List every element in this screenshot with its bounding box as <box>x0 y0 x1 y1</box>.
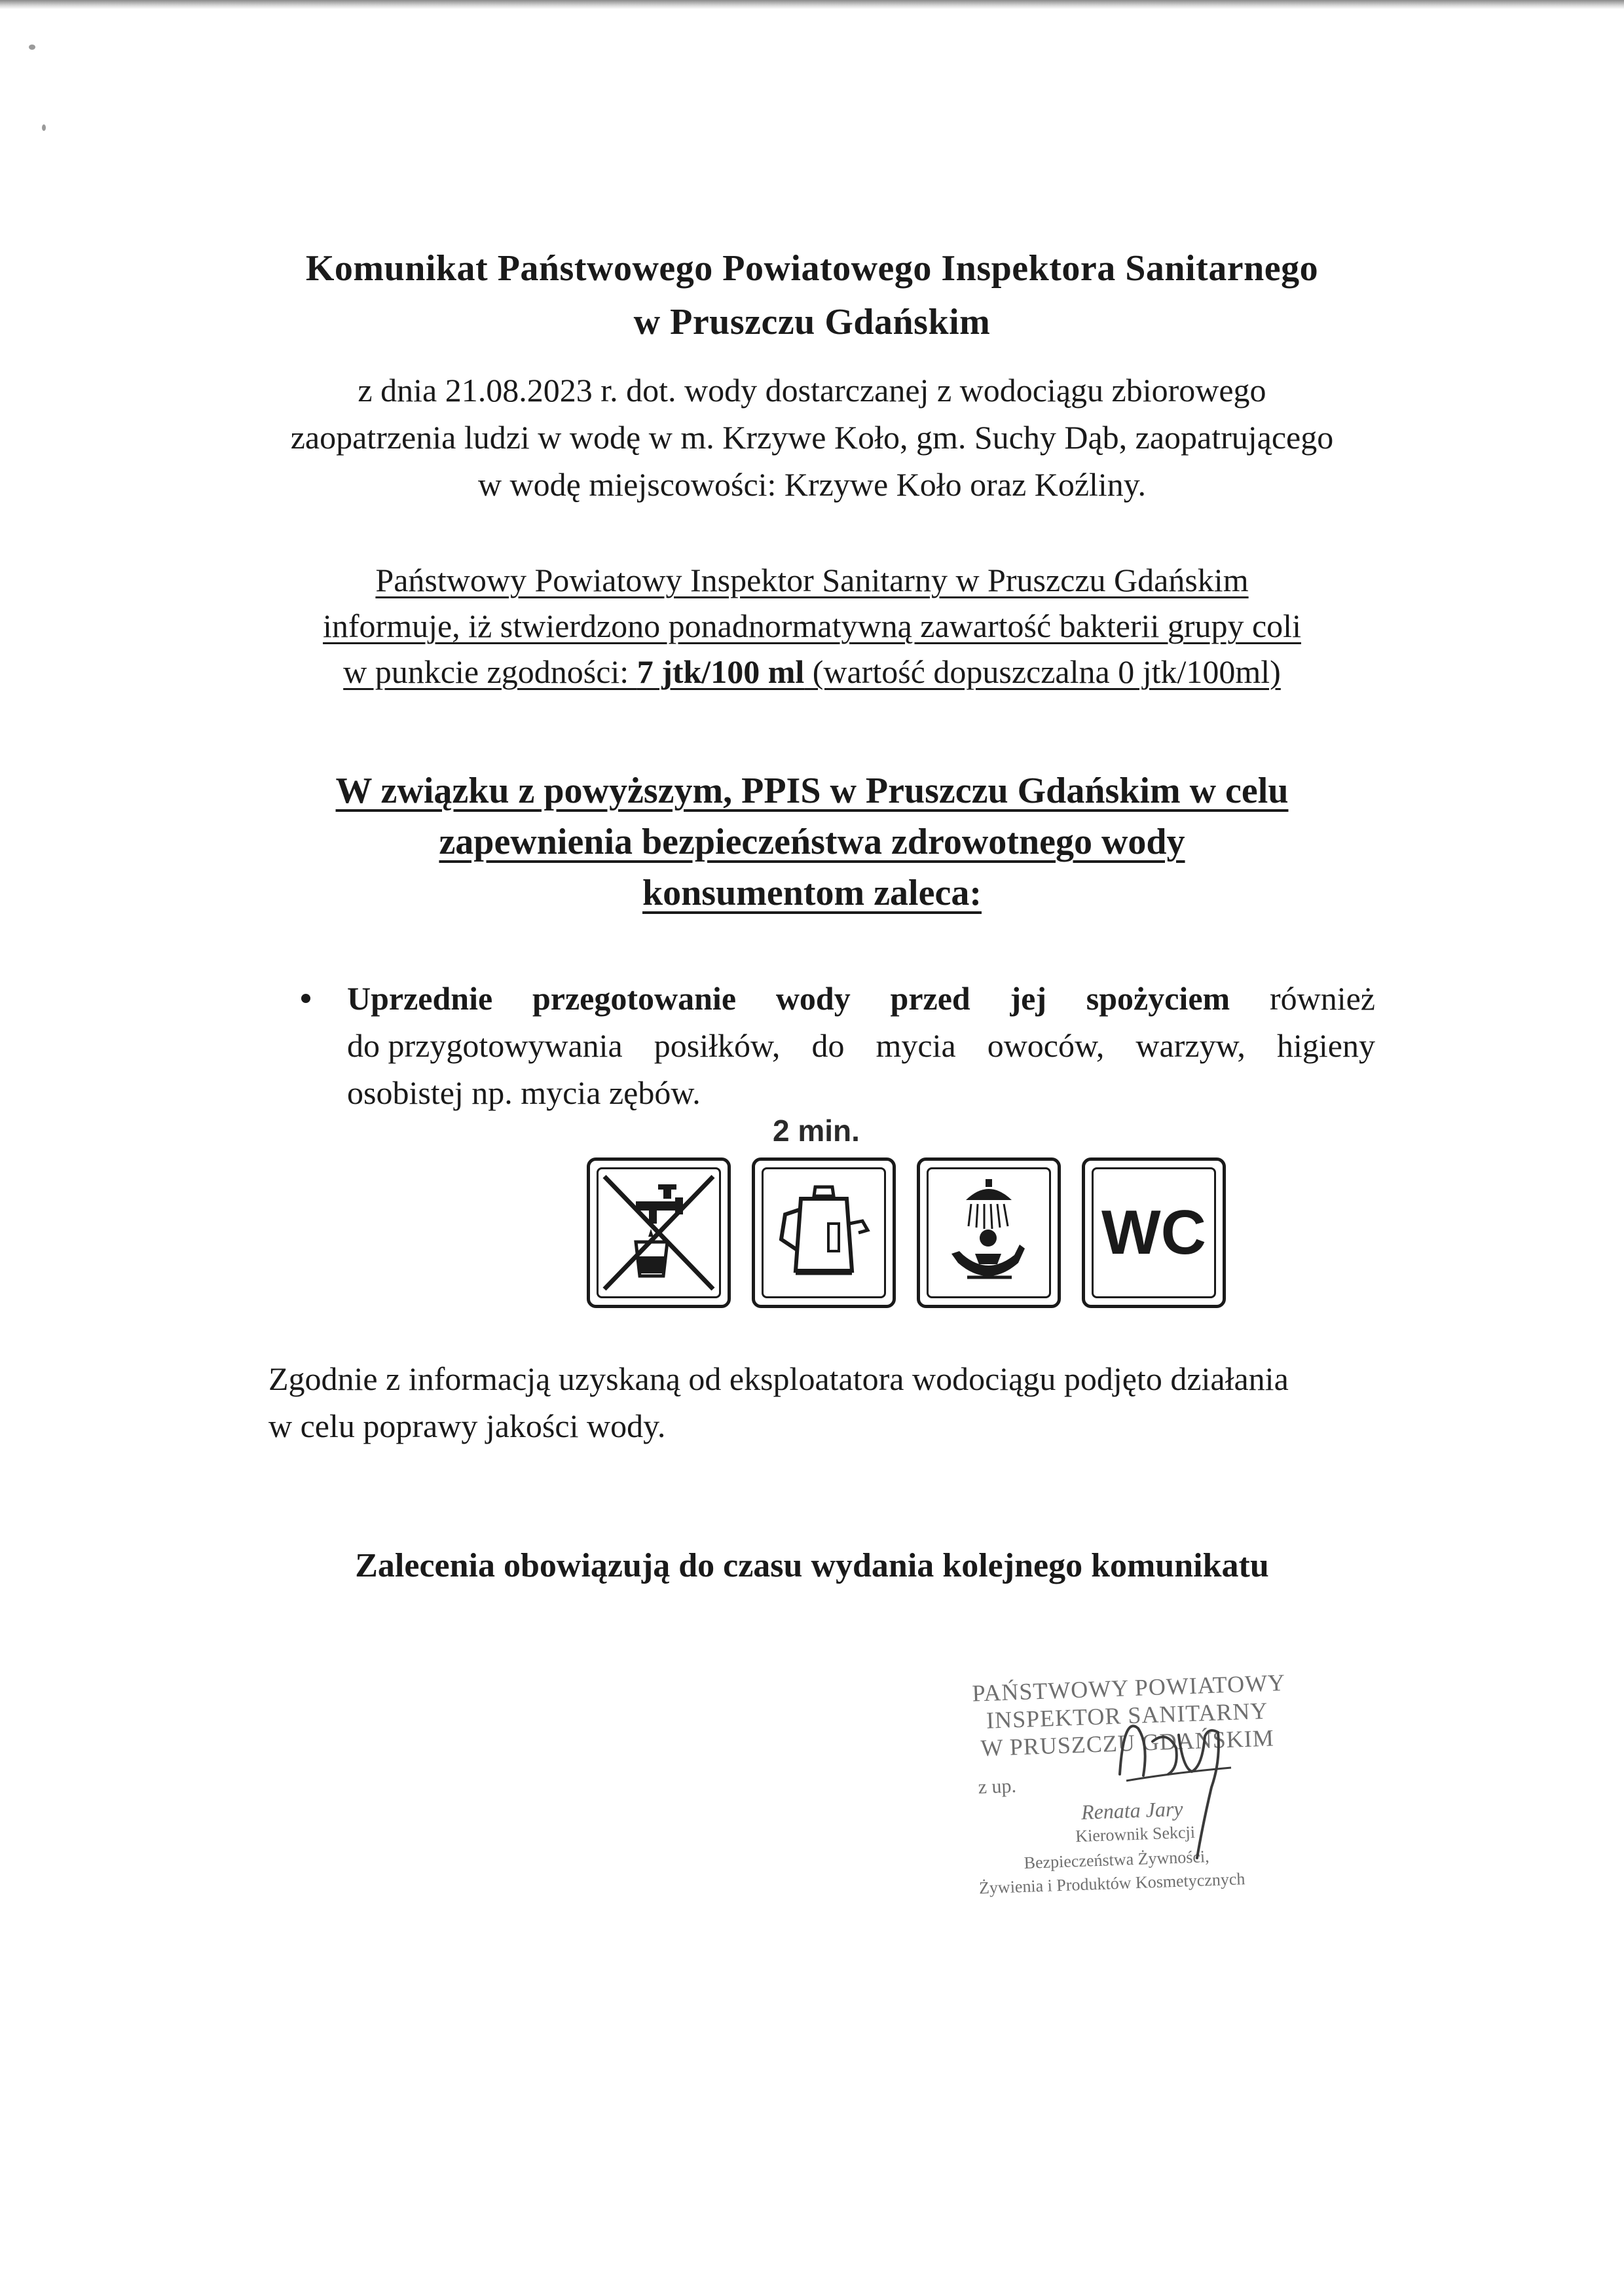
bullet-word: przegotowanie <box>532 980 737 1017</box>
bullet-word: Uprzednie <box>347 980 493 1017</box>
intro-line: w wodę miejscowości: Krzywe Koło oraz Koźliny. <box>477 466 1147 503</box>
bullet-word: owoców, <box>987 1027 1105 1064</box>
bullet-word: higieny <box>1276 1027 1375 1064</box>
info-text: informuje, iż stwierdzono ponadnormatywną zawartość bakterii grupy coli <box>323 608 1301 644</box>
handwritten-signature <box>1080 1689 1277 1859</box>
bullet-word: spożyciem <box>1086 980 1230 1017</box>
bullet-word: do przygotowywania <box>347 1027 623 1064</box>
bullet-word: mycia <box>876 1027 956 1064</box>
closing-line: Zgodnie z informacją uzyskaną od eksploatatora wodociągu podjęto działania <box>268 1360 1289 1397</box>
info-text: Państwowy Powiatowy Inspektor Sanitarny w Pruszczu Gdańskim <box>375 562 1249 598</box>
intro-line: z dnia 21.08.2023 r. dot. wody dostarczanej z wodociągu zbiorowego <box>358 372 1266 409</box>
bullet-word: warzyw, <box>1135 1027 1246 1064</box>
scan-speck <box>29 45 35 50</box>
kettle-icon <box>752 1157 896 1308</box>
stamp-line: INSPEKTOR SANITARNY <box>986 1697 1269 1734</box>
stamp-line: Żywienia i Produktów Kosmetycznych <box>978 1869 1246 1898</box>
recommendation-text: W związku z powyższym, PPIS w Pruszczu Gdańskim w celu <box>335 771 1289 811</box>
stamp-line: Kierownik Sekcji <box>1075 1822 1196 1846</box>
bullet-word: posiłków, <box>654 1027 781 1064</box>
stamp-line: PAŃSTWOWY POWIATOWY <box>971 1669 1286 1707</box>
bullet-word: wody <box>775 980 851 1017</box>
stamp-line: Bezpieczeństwa Żywności, <box>1024 1847 1210 1872</box>
wc-icon <box>1082 1157 1226 1308</box>
stamp-line: z up. <box>978 1775 1017 1798</box>
bullet-line <box>347 1023 1375 1068</box>
bullet-line <box>347 975 1375 1021</box>
info-paragraph-line <box>0 648 1624 695</box>
bullet-word: przed <box>890 980 970 1017</box>
info-text: w punkcie zgodności: <box>343 653 637 690</box>
info-text: (wartość dopuszczalna 0 jtk/100ml) <box>804 653 1281 690</box>
info-paragraph-line <box>0 556 1624 604</box>
stamp-signatory-name: Renata Jary <box>1080 1796 1184 1824</box>
recommendation-text: zapewnienia bezpieczeństwa zdrowotnego wody <box>439 822 1185 862</box>
recommendation-heading <box>0 817 1624 867</box>
scan-top-edge <box>0 0 1624 9</box>
bullet-word: jej <box>1010 980 1046 1017</box>
bullet-word: do <box>811 1027 845 1064</box>
boil-time-label: 2 min. <box>773 1114 860 1148</box>
bacteria-value: 7 jtk/100 ml <box>637 653 805 690</box>
no-tap-water-icon <box>587 1157 731 1308</box>
recommendation-heading <box>0 766 1624 816</box>
info-paragraph-line <box>0 602 1624 649</box>
kettle-graphic <box>755 1161 893 1305</box>
scan-speck <box>42 124 46 131</box>
document-title-line2: w Pruszczu Gdańskim <box>633 302 991 342</box>
intro-line: zaopatrzenia ludzi w wodę w m. Krzywe Koło, gm. Suchy Dąb, zaopatrującego <box>290 419 1334 456</box>
bullet-word: również <box>1269 980 1375 1017</box>
no-tap-water-graphic <box>590 1161 728 1305</box>
recommendation-heading <box>0 868 1624 918</box>
final-note: Zalecenia obowiązują do czasu wydania kolejnego komunikatu <box>355 1547 1269 1584</box>
recommendation-text: konsumentom zaleca: <box>642 873 982 913</box>
stamp-line: W PRUSZCZU GDAŃSKIM <box>980 1724 1275 1762</box>
bullet-line: osobistej np. mycia zębów. <box>347 1074 701 1111</box>
document-title: Komunikat Państwowego Powiatowego Inspektora Sanitarnego <box>305 248 1319 289</box>
wc-label: WC <box>1101 1197 1206 1267</box>
bullet-icon <box>301 994 310 1003</box>
shower-bath-icon <box>917 1157 1061 1308</box>
shower-bath-graphic <box>920 1161 1058 1305</box>
closing-line: w celu poprawy jakości wody. <box>268 1408 666 1444</box>
